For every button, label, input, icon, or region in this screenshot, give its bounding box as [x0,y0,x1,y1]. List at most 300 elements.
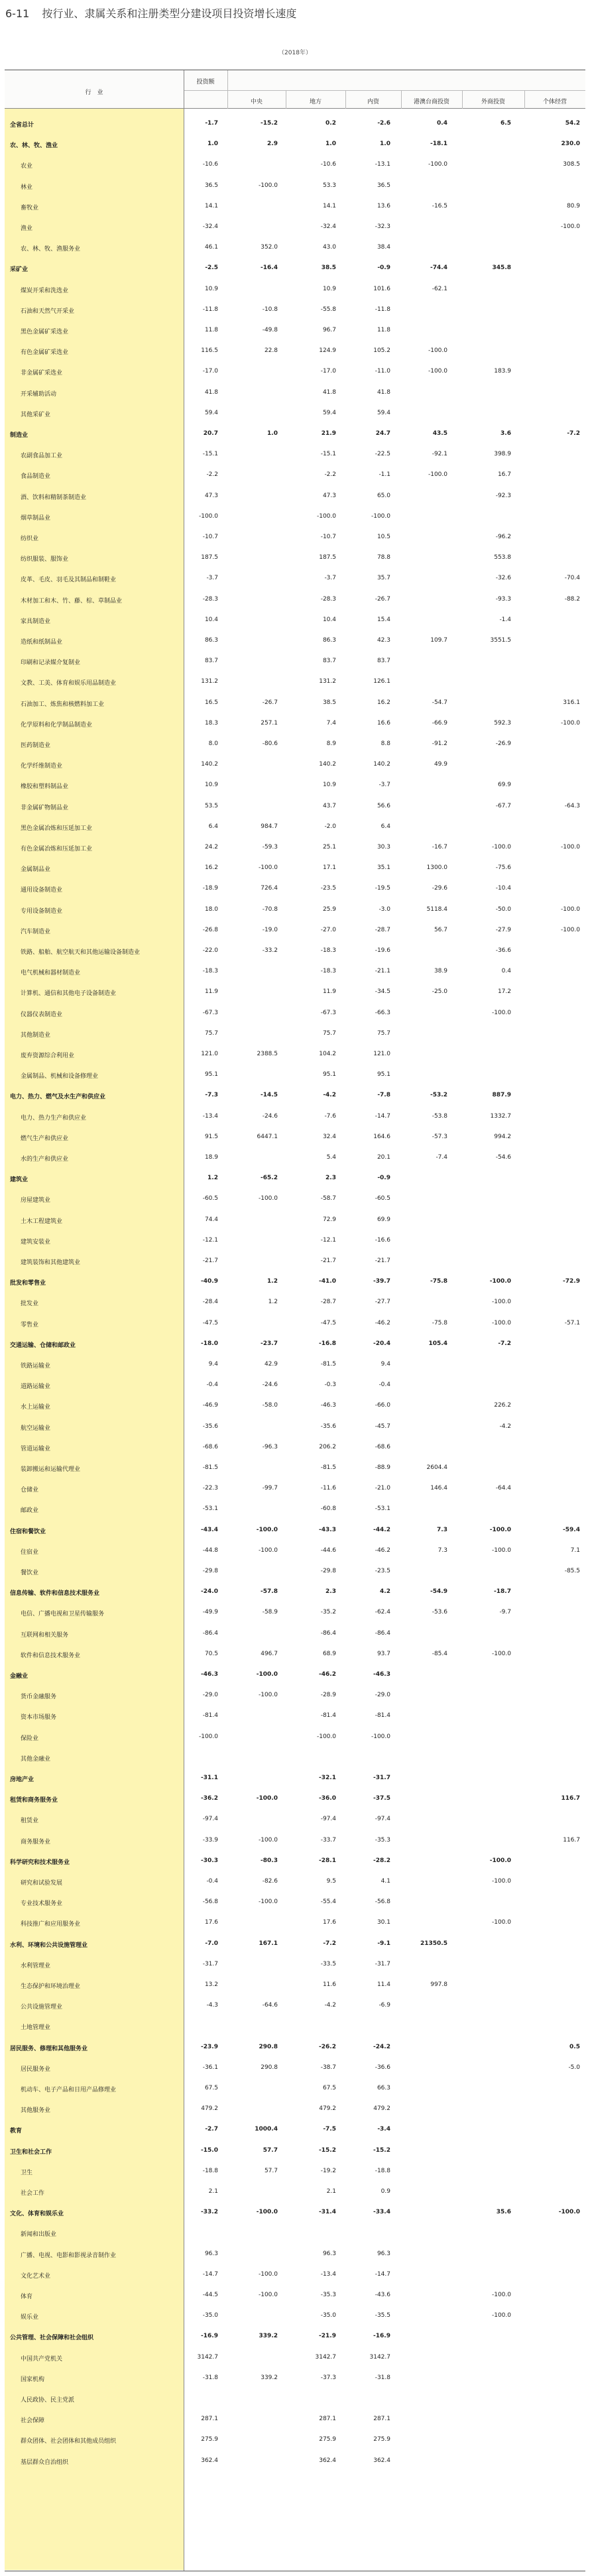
row-value-cell: 83.7 [377,658,390,665]
table-row [5,323,585,337]
row-value-cell: -1.7 [205,120,218,127]
row-value-cell: -100.0 [256,1671,278,1678]
table-row [5,1006,585,1020]
header-investment: 投资额 [196,79,215,86]
row-value-cell: -59.3 [262,844,278,850]
row-value-cell: 36.5 [204,182,218,189]
row-value-cell: -3.7 [379,782,390,789]
row-value-cell: -25.0 [432,988,447,996]
row-value-cell: 105.2 [373,347,390,355]
row-value-cell: -100.0 [258,2270,278,2278]
row-value-cell: 16.2 [204,864,218,872]
row-value-cell: -35.6 [202,1423,218,1430]
row-industry-name: 广播、电视、电影和影视录音制作业 [21,2252,117,2259]
row-value-cell: 362.4 [319,2457,336,2464]
table-row [5,1958,585,1971]
row-industry-name: 纺织服装、服饰业 [21,556,69,563]
row-value-cell: 11.9 [204,988,218,996]
row-value-cell: -16.7 [432,844,447,850]
row-value-cell: -92.1 [432,451,447,458]
row-industry-name: 木材加工和木、竹、藤、棕、草制品业 [21,597,123,605]
row-value-cell: 53.3 [322,182,336,189]
header-individual: 个体经营 [542,99,567,105]
row-value-cell: 1.0 [325,141,336,148]
row-industry-name: 社会保障 [21,2418,45,2425]
row-value-cell: 38.5 [321,264,336,272]
row-industry-name: 居民服务业 [21,2066,51,2073]
table-row [5,530,585,544]
row-industry-name: 公共管理、社会保障和社会组织 [10,2335,94,2342]
table-row [5,1916,585,1929]
row-value-cell: -81.4 [202,1712,218,1720]
row-value-cell: 67.5 [322,2085,336,2091]
row-value-cell: -15.1 [202,451,218,458]
row-value-cell: -34.5 [375,988,390,996]
row-value-cell: 290.8 [259,2043,278,2050]
table-row [5,1171,585,1185]
header-foreign: 外商投资 [481,99,505,105]
table-row [5,1295,585,1309]
row-industry-name: 餐饮业 [21,1570,39,1576]
table-row [5,406,585,420]
row-value-cell: -72.9 [563,1278,580,1285]
row-value-cell: -86.4 [375,1629,390,1637]
row-industry-name: 铁路运输业 [21,1363,51,1370]
row-value-cell: -47.5 [202,1319,218,1326]
row-value-cell: -29.6 [432,885,447,892]
table-row [5,1895,585,1908]
row-value-cell: 398.9 [494,451,511,458]
row-value-cell: -58.9 [262,1609,278,1616]
row-industry-name: 汽车制造业 [21,928,51,935]
row-industry-name: 科技推广和应用服务业 [21,1921,81,1928]
row-value-cell: 1.0 [380,141,390,148]
row-industry-name: 居民服务、修理和其他服务业 [10,2045,88,2052]
table-row [5,2081,585,2095]
table-row [5,2392,585,2405]
row-value-cell: 3551.5 [490,637,511,644]
row-value-cell: -33.5 [320,1960,336,1967]
year-label: （2018年） [278,50,312,56]
row-industry-name: 采矿业 [10,266,29,274]
row-value-cell: 59.4 [204,409,218,416]
row-value-cell: 496.7 [261,1650,278,1657]
row-value-cell: 10.5 [377,534,390,540]
row-value-cell: 38.5 [322,699,336,706]
row-industry-name: 交通运输、仓储和邮政业 [10,1342,76,1349]
row-value-cell: -18.8 [202,2167,218,2174]
row-value-cell: 109.7 [430,637,447,644]
row-value-cell: 994.2 [494,1133,511,1140]
row-value-cell: 131.2 [319,678,336,685]
row-value-cell: -40.9 [201,1278,218,1285]
row-value-cell: 116.7 [563,1836,580,1844]
row-value-cell: -7.6 [324,1112,336,1120]
row-value-cell: 36.5 [377,182,390,189]
table-row [5,1999,585,2012]
row-value-cell: -28.7 [375,926,390,933]
row-industry-name: 水利、环境和公共设施管理业 [10,1942,88,1949]
row-value-cell: -57.3 [432,1133,447,1140]
row-value-cell: -7.3 [205,1092,218,1099]
row-value-cell: -67.3 [320,1009,336,1016]
row-value-cell: 2.3 [325,1175,336,1182]
row-value-cell: 5118.4 [426,906,447,913]
row-value-cell: 7.3 [437,1526,447,1533]
row-value-cell: 2.9 [267,141,278,148]
row-value-cell: -28.3 [320,595,336,603]
row-value-cell: 339.2 [259,2333,278,2340]
row-value-cell: 0.4 [501,968,511,975]
row-value-cell: 16.5 [204,699,218,706]
row-value-cell: -100.0 [560,719,580,727]
row-value-cell: -18.8 [375,2167,390,2174]
table-row [5,2185,585,2198]
row-value-cell: -19.0 [262,926,278,933]
row-value-cell: 3142.7 [315,2353,336,2361]
row-value-cell: -32.3 [375,223,390,230]
row-value-cell: 3142.7 [369,2353,390,2361]
row-value-cell: -100.0 [256,2209,278,2216]
table-row [5,985,585,998]
row-value-cell: -82.6 [262,1878,278,1885]
row-industry-name: 金属制品业 [21,866,51,874]
header-col-line [462,90,463,109]
row-value-cell: -26.7 [262,699,278,706]
row-value-cell: -100.0 [428,161,447,168]
row-value-cell: 95.1 [204,1071,218,1079]
row-value-cell: 287.1 [373,2416,390,2423]
row-value-cell: -30.3 [201,1857,218,1864]
table-row [5,861,585,874]
row-value-cell: -100.0 [256,1526,278,1533]
row-value-cell: 66.3 [377,2085,390,2091]
row-value-cell: 6.5 [501,120,511,127]
row-industry-name: 医药制造业 [21,742,51,749]
row-value-cell: -10.7 [202,534,218,540]
row-value-cell: 1300.0 [426,864,447,872]
header-bottom-rule [5,108,585,109]
row-industry-name: 住宿业 [21,1549,39,1556]
row-value-cell: -29.0 [375,1692,390,1699]
row-industry-name: 邮政业 [21,1507,39,1515]
row-industry-name: 金属制品、机械和设备修理业 [21,1073,99,1081]
row-value-cell: -17.0 [320,368,336,375]
row-value-cell: -65.2 [261,1175,278,1182]
row-industry-name: 国家机构 [21,2376,45,2383]
row-value-cell: -100.0 [198,512,218,520]
table-row [5,137,585,150]
table-row [5,1420,585,1433]
row-value-cell: 1.2 [207,1175,218,1182]
row-value-cell: -28.7 [320,1299,336,1306]
row-value-cell: 105.4 [428,1340,447,1347]
row-value-cell: 116.7 [561,1795,580,1802]
row-value-cell: -66.9 [432,719,447,727]
row-value-cell: -14.5 [261,1092,278,1099]
table-row [5,1317,585,1330]
row-value-cell: -57.8 [261,1588,278,1596]
row-value-cell: -100.0 [258,1692,278,1699]
row-industry-name: 文教、工美、体育和娱乐用品制造业 [21,680,117,687]
row-value-cell: 9.5 [326,1878,336,1885]
table-row [5,1688,585,1702]
row-value-cell: -70.8 [262,906,278,913]
row-industry-name: 铁路、船舶、航空航天和其他运输设备制造业 [21,949,141,956]
row-industry-name: 土木工程建筑业 [21,1218,63,1225]
row-value-cell: -96.2 [495,534,511,540]
row-industry-name: 橡胶和塑料制品业 [21,784,69,791]
row-value-cell: -3.7 [206,575,218,582]
row-value-cell: -10.4 [495,885,511,892]
table-row [5,447,585,461]
row-value-cell: -64.6 [262,2002,278,2009]
row-value-cell: 287.1 [201,2416,218,2423]
row-value-cell: -100.0 [258,1195,278,1202]
row-value-cell: 10.9 [204,782,218,789]
row-value-cell: 59.4 [322,409,336,416]
row-value-cell: -100.0 [428,347,447,355]
row-value-cell: -10.7 [320,534,336,540]
row-value-cell: -29.8 [320,1568,336,1574]
row-value-cell: -81.5 [320,1464,336,1471]
row-value-cell: 2604.4 [426,1464,447,1471]
row-value-cell: 121.0 [373,1051,390,1057]
row-value-cell: -97.4 [320,1816,336,1823]
row-value-cell: -0.4 [206,1381,218,1389]
table-row [5,1502,585,1515]
row-value-cell: -26.9 [495,740,511,747]
row-value-cell: 96.3 [322,2250,336,2257]
row-value-cell: -43.4 [201,1526,218,1533]
row-value-cell: -4.2 [499,1423,511,1430]
row-value-cell: -100.0 [258,1547,278,1554]
row-value-cell: -100.0 [560,844,580,850]
row-value-cell: -16.5 [432,202,447,209]
table-row [5,1730,585,1743]
row-industry-name: 黑色金属冶炼和压延加工业 [21,825,93,832]
row-value-cell: -32.4 [202,223,218,230]
table-row [5,1751,585,1764]
row-industry-name: 建筑安装业 [21,1238,51,1246]
header-col-line [227,70,228,109]
row-value-cell: -86.4 [320,1629,336,1637]
row-value-cell: -35.3 [320,2292,336,2298]
row-value-cell: -18.3 [320,968,336,975]
table-row [5,2123,585,2136]
row-value-cell: 479.2 [319,2105,336,2113]
row-industry-name: 批发和零售业 [10,1280,46,1287]
row-value-cell: 997.8 [430,1981,447,1988]
table-row [5,1523,585,1537]
row-value-cell: 43.0 [322,244,336,251]
row-value-cell: 35.6 [496,2209,511,2216]
table-row [5,2226,585,2239]
row-industry-name: 非金属矿物制品业 [21,804,69,811]
row-value-cell: 0.2 [325,120,336,127]
table-row [5,1027,585,1040]
table-row [5,220,585,233]
row-value-cell: -49.9 [202,1609,218,1616]
row-value-cell: 67.5 [204,2085,218,2091]
table-row [5,427,585,440]
table-row [5,696,585,709]
row-value-cell: -3.4 [377,2126,390,2133]
row-value-cell: -100.0 [491,1009,511,1016]
row-value-cell: -35.6 [320,1423,336,1430]
row-value-cell: -97.4 [202,1816,218,1823]
table-row [5,758,585,771]
row-value-cell: -20.4 [373,1340,390,1347]
row-value-cell: 38.4 [377,244,390,251]
row-value-cell: -21.9 [319,2333,336,2340]
row-industry-name: 纺织业 [21,536,39,542]
row-value-cell: 7.4 [326,719,336,727]
row-industry-name: 电力、热力、燃气及水生产和供应业 [10,1094,106,1101]
table-row [5,2102,585,2115]
row-value-cell: 43.5 [432,430,447,437]
row-value-cell: -0.9 [377,1175,390,1182]
row-value-cell: -74.4 [430,264,447,272]
row-value-cell: -100.0 [258,864,278,872]
row-value-cell: -7.5 [323,2126,336,2133]
row-value-cell: -16.6 [375,1236,390,1244]
row-industry-name: 通用设备制造业 [21,887,63,894]
header-col-line [401,90,402,109]
row-value-cell: 7.1 [570,1547,580,1554]
row-value-cell: -10.8 [262,306,278,313]
row-industry-name: 水的生产和供应业 [21,1156,69,1163]
table-row [5,1399,585,1412]
row-industry-name: 电气机械和器材制造业 [21,970,81,977]
row-value-cell: -92.3 [495,492,511,499]
row-value-cell: -32.6 [495,575,511,582]
row-value-cell: 10.9 [322,285,336,292]
row-value-cell: 93.7 [377,1650,390,1657]
row-value-cell: -10.6 [202,161,218,168]
table-row [5,717,585,730]
row-value-cell: -22.3 [202,1485,218,1492]
row-industry-name: 酒、饮料和精制茶制造业 [21,494,87,501]
row-industry-name: 研究和试验发展 [21,1880,63,1887]
row-value-cell: -31.4 [319,2209,336,2216]
table-row [5,1213,585,1226]
table-row [5,1647,585,1661]
row-value-cell: -23.5 [375,1568,390,1574]
row-value-cell: -21.7 [375,1258,390,1264]
row-value-cell: -26.7 [375,595,390,603]
row-value-cell: -46.3 [320,1402,336,1409]
table-row [5,654,585,668]
row-value-cell: 0.5 [569,2043,580,2050]
row-value-cell: -32.1 [319,1775,336,1781]
row-value-cell: -7.2 [567,430,580,437]
row-value-cell: -7.0 [205,1940,218,1947]
row-industry-name: 生态保护和环境治理业 [21,1983,81,1990]
table-row [5,593,585,606]
table-row [5,2061,585,2074]
row-value-cell: -27.0 [320,926,336,933]
table-row [5,820,585,833]
row-industry-name: 造纸和纸制品业 [21,639,63,646]
table-row [5,1564,585,1578]
row-value-cell: -1.4 [499,616,511,623]
row-value-cell: -56.8 [375,1899,390,1906]
row-industry-name: 仪器仪表制造业 [21,1011,63,1018]
row-industry-name: 租赁和商务服务业 [10,1797,58,1804]
row-value-cell: 20.7 [203,430,218,437]
row-value-cell: -32.4 [320,223,336,230]
row-industry-name: 金融业 [10,1673,29,1680]
row-value-cell: 10.4 [322,616,336,623]
row-industry-name: 互联网和相关服务 [21,1631,69,1639]
row-industry-name: 批发业 [21,1301,39,1308]
row-industry-name: 文化艺术业 [21,2272,51,2280]
table-row [5,778,585,791]
row-value-cell: -53.1 [202,1505,218,1513]
row-value-cell: 72.9 [322,1216,336,1223]
row-value-cell: -70.4 [564,575,580,582]
row-value-cell: 126.1 [373,678,390,685]
row-value-cell: 8.9 [326,740,336,747]
row-value-cell: 11.4 [377,1981,390,1988]
data-table [5,70,585,2571]
row-value-cell: -44.6 [320,1547,336,1554]
row-value-cell: -37.5 [373,1795,390,1802]
row-value-cell: -2.5 [205,264,218,272]
row-value-cell: 43.7 [322,802,336,809]
table-row [5,2268,585,2281]
row-value-cell: 30.1 [377,1919,390,1926]
table-row [5,1544,585,1557]
row-value-cell: 4.1 [381,1878,390,1885]
row-value-cell: -80.6 [262,740,278,747]
row-value-cell: 2.1 [208,2188,218,2195]
row-value-cell: -100.0 [560,906,580,913]
row-value-cell: -53.2 [430,1092,447,1099]
row-value-cell: 16.2 [377,699,390,706]
row-industry-name: 新闻和出版业 [21,2231,57,2239]
row-value-cell: -21.0 [375,1485,390,1492]
row-value-cell: 2.1 [326,2188,336,2195]
row-value-cell: -38.7 [320,2064,336,2071]
row-value-cell: -100.0 [316,1733,336,1740]
row-value-cell: -0.9 [377,264,390,272]
row-value-cell: -100.0 [316,512,336,520]
row-industry-name: 食品制造业 [21,473,51,481]
row-value-cell: -31.1 [201,1775,218,1781]
row-value-cell: 1000.4 [255,2126,278,2133]
row-value-cell: -96.3 [262,1443,278,1450]
row-industry-name: 娱乐业 [21,2314,39,2321]
row-value-cell: -26.8 [202,926,218,933]
row-value-cell: -35.0 [202,2312,218,2319]
row-value-cell: -35.3 [375,1836,390,1844]
row-value-cell: 10.4 [204,616,218,623]
row-value-cell: 41.8 [204,388,218,396]
row-value-cell: -16.8 [319,1340,336,1347]
row-industry-name: 有色金属矿采选业 [21,349,69,357]
row-industry-name: 其他制造业 [21,1031,51,1039]
row-value-cell: -0.4 [206,1878,218,1885]
table-row [5,1130,585,1143]
table-row [5,1254,585,1267]
row-value-cell: 1.2 [268,1299,278,1306]
table-row [5,1606,585,1619]
row-value-cell: -35.5 [375,2312,390,2319]
row-value-cell: -60.8 [320,1505,336,1513]
table-row [5,2019,585,2032]
